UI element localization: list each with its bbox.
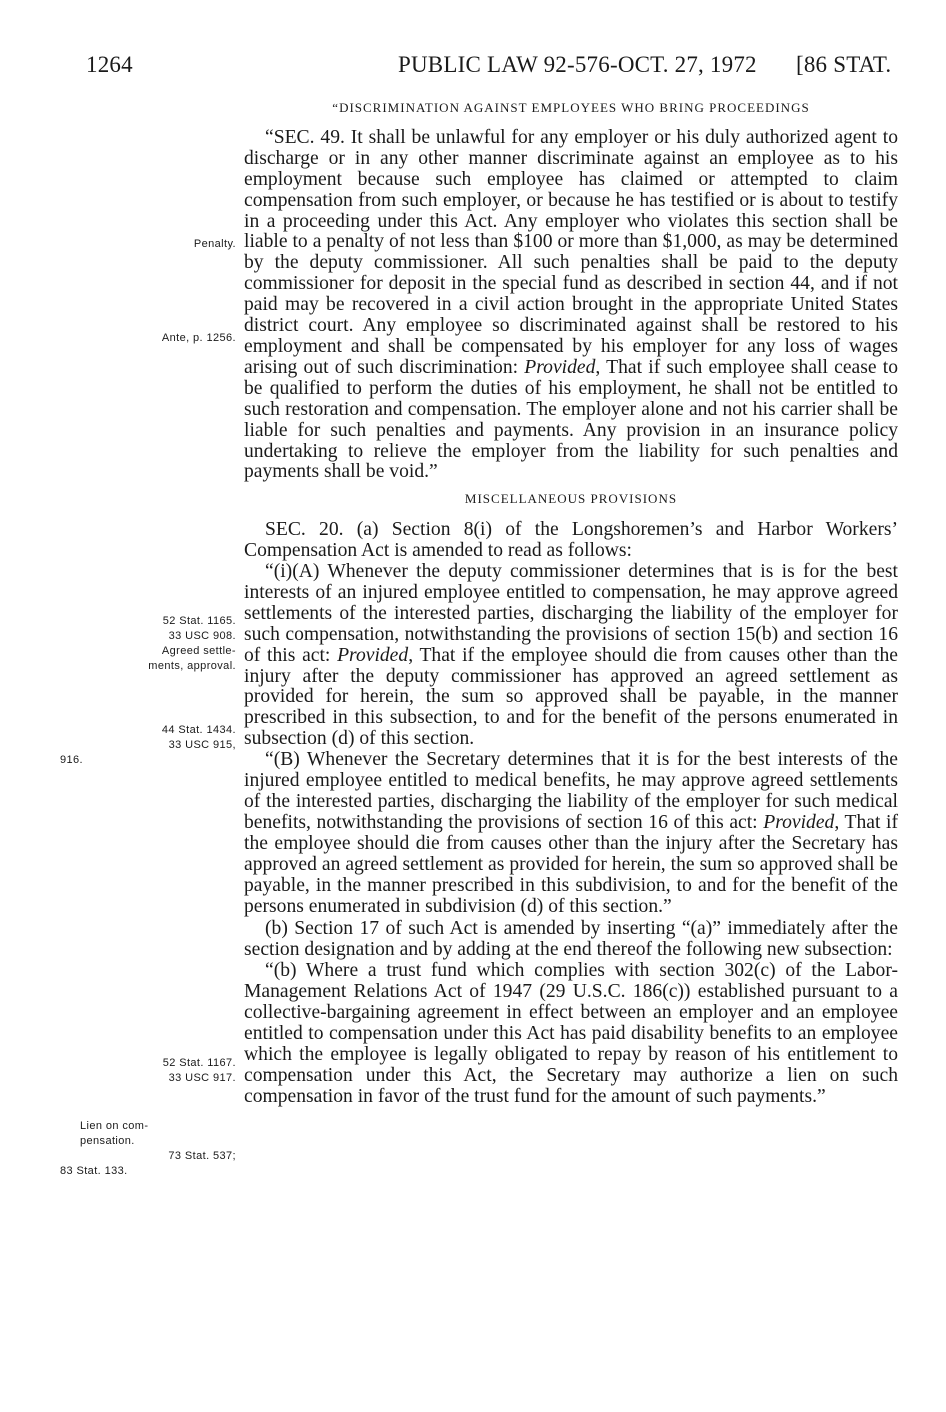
subsection-b-settlement-paragraph: “(B) Whenever the Secretary determines that it is for the best interests of the injured employee entitled to medical benefits, he may approve agreed settlements of the interested parties, discharging the liability of the employer for such medical benefits, notwithstanding the provisions of section 16 of this act: Provided, That if the employee should die from causes other than the injury after the Secretary has approved an agreed settlement as provided for herein, the sum so approved shall be payable, in the manner prescribed in this subdivision, to and for the benefit of the persons enumerated in subdivision (d) of this section.” xyxy=(244,749,899,917)
volume-reference: [86 STAT. xyxy=(796,52,892,77)
subsection-i-a-paragraph: “(i)(A) Whenever the deputy commissioner determines that is is for the best interests of an injured employee entitled to compensation, he may approve agreed settlements of the interested parties, discharging the liability of the employer for such compensation, notwithstanding the provisions of section 15(b) and section 16 of this act: Provided, That if the employee should die from causes other than the injury after the deputy commissioner has approved an agreed settlement as provided for herein, the sum so approved shall be payable, in the manner prescribed in this subsection, to and for the benefit of the persons enumerated in subsection (d) of this section. xyxy=(244,561,898,750)
page-header xyxy=(0,52,946,92)
section-20b-paragraph: (b) Section 17 of such Act is amended by inserting “(a)” immediately after the section designation and by adding at the end thereof the following new subsection: xyxy=(244,918,898,961)
margin-note-lien: Lien on com- pensation. 73 Stat. 537; 83 Stat. 133. xyxy=(60,1120,236,1177)
margin-note-52-stat-1167: 52 Stat. 1167. 33 USC 917. xyxy=(162,1057,236,1084)
section-heading-discrimination: “DISCRIMINATION AGAINST EMPLOYEES WHO BRING PROCEEDINGS xyxy=(332,100,810,115)
section-heading-miscellaneous: MISCELLANEOUS PROVISIONS xyxy=(464,491,678,507)
margin-note-44-stat: 44 Stat. 1434. 33 USC 915, 916. xyxy=(60,724,236,766)
margin-note-penalty: Penalty. xyxy=(193,238,236,250)
section-49-paragraph: “SEC. 49. It shall be unlawful for any employer or his duly authorized agent to discharge or in any other manner discriminate against an employee as to his employment because such employee has claimed or attempted to claim compensation from such employer, or because he has testified or is about to testify in a proceeding under this Act. Any employer who violates this section shall be liable to a penalty of not less than $100 or more than $1,000, as may be determined by the deputy commissioner. All such penalties shall be paid to the deputy commissioner for deposit in the special fund as described in section 44, and if not paid may be recovered in a civil action brought in the appropriate United States district court. Any employee so discriminated against shall be restored to his employment and shall be compensated by his employer for any loss of wages arising out of such discrimination: Provided, That if such employee shall cease to be qualified to perform the duties of his employment, he shall not be entitled to such restoration and compensation. The employer alone and not his carrier shall be liable for such penalties and payments. Any provision in an insurance policy undertaking to relieve the employer from the liability for such penalties and payments shall be void.” xyxy=(244,126,898,483)
statute-text xyxy=(244,98,898,1108)
running-title: PUBLIC LAW 92-576-OCT. 27, 1972 xyxy=(398,52,757,77)
subsection-b-lien-paragraph: “(b) Where a trust fund which complies with section 302(c) of the Labor-Management Relations Act of 1947 (29 U.S.C. 186(c)) established pursuant to a collective-bargaining agreement in effect between an employer and an employee entitled to compensation under this Act has paid disability benefits to an employee which the employee is legally obligated to repay by reason of his entitlement to compensation under this Act, the Secretary may authorize a lien on such compensation in favor of the trust fund for the amount of such payments.” xyxy=(244,960,898,1107)
page-number: 1264 xyxy=(86,52,133,77)
section-20a-paragraph: SEC. 20. (a) Section 8(i) of the Longshoremen’s and Harbor Workers’ Compensation Act is amended to read as follows: xyxy=(244,519,898,562)
margin-note-ante: Ante, p. 1256. xyxy=(161,332,236,344)
margin-note-agreed-settlements: 52 Stat. 1165. 33 USC 908. Agreed settle- ments, approval. xyxy=(148,615,236,672)
